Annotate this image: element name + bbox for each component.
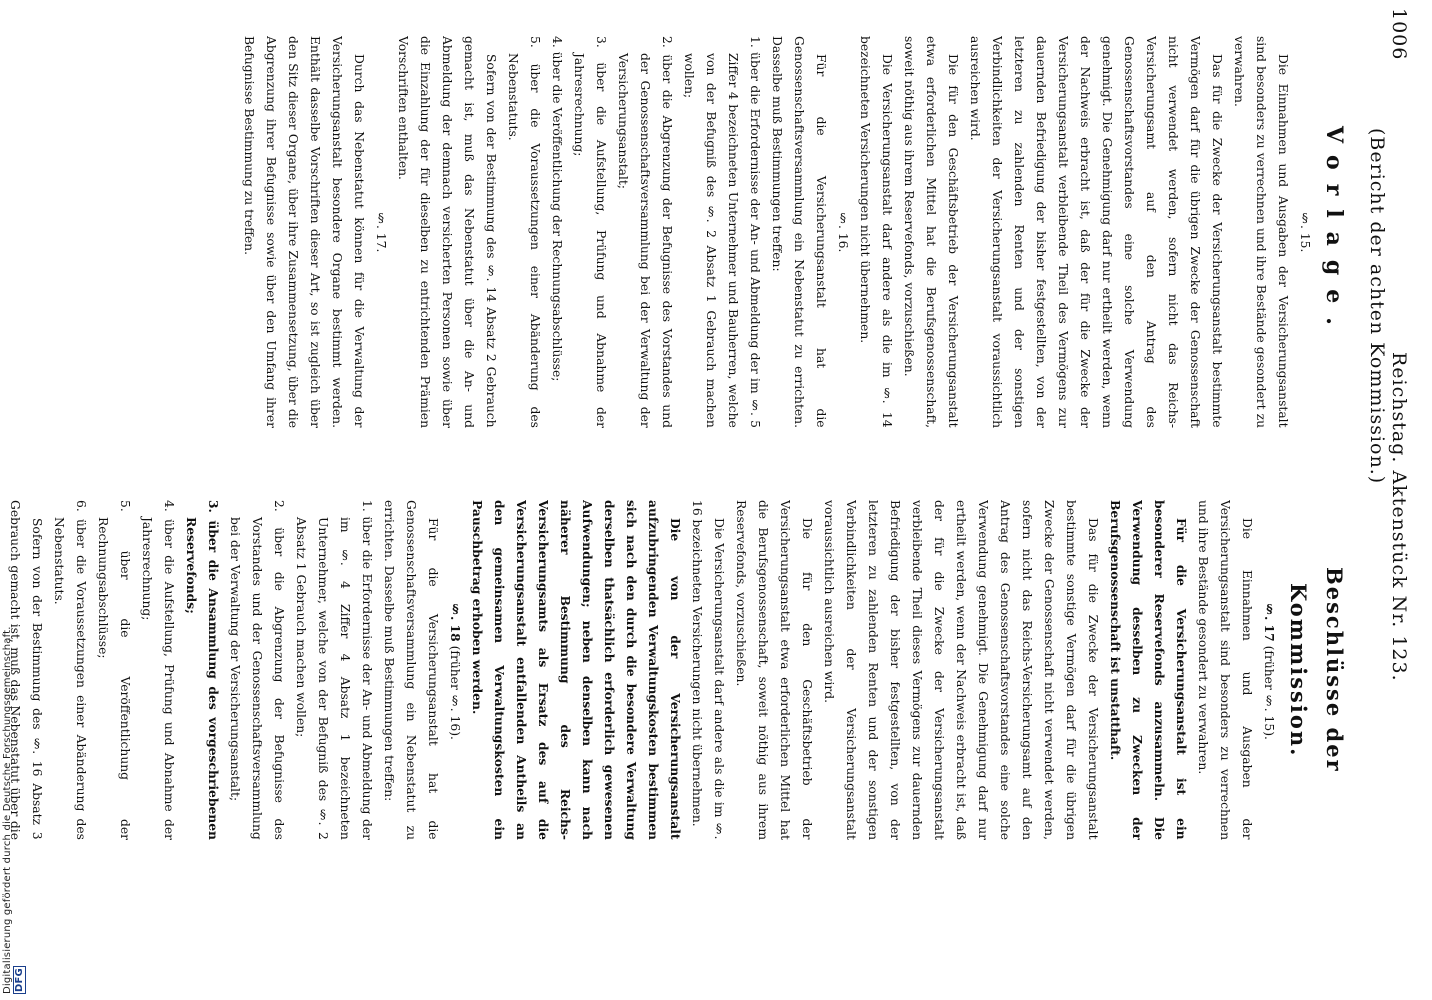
list-item: 1. über die Erfordernisse der An- und Abmeldung der im §. 4 Ziffer 4 Absatz 1 bezeichneten Unternehmer, welche von der Befugniß des §. 2 Absatz 1 Gebrauch machen wollen; [294,500,374,840]
page-header [1366,8,1410,968]
digitization-credit [2,602,26,994]
dfg-logo: DFG [14,968,25,992]
section-number: §. 18 [448,600,463,642]
section-heading-15: §. 15. [1298,211,1312,253]
list-item: 2. über die Abgrenzung der Befugnisse des Vorstandes und der Genossenschaftsversammlung bei der Verwaltung der Versicherungsanstalt; [228,500,286,840]
list-item: 4. über die Aufstellung, Prüfung und Abnahme der Jahresrechnung; [140,500,176,840]
list-item: 5. über die Voraussetzungen einer Abänderung des Nebenstatuts. [506,36,542,428]
section-note: (früher §. 15). [1262,641,1276,740]
paragraph: Die für den Geschäftsbetrieb der Versicherungsanstalt etwa erforderlichen Mittel hat die Berufsgenossenschaft, soweit nöthig aus ihrem Reservefonds, vorzuschießen. [902,36,960,428]
paragraph: Die Versicherungsanstalt darf andere als die im §. 14 bezeichneten Versicherungen nicht übernehmen. [858,36,894,428]
paragraph: Sofern von der Bestimmung des §. 16 Absatz 3 Gebrauch gemacht ist, muß das Nebenstatut über die [8,500,44,840]
section-heading-17-new [1258,500,1280,840]
section-heading-16: §. 16. [836,211,850,253]
paragraph: Das für die Zwecke der Versicherungsanstalt bestimmte sonstige Vermögen darf für die übrigen Zwecke der Genossenschaft nicht verwendet werden, sofern nicht das Reichs-Versicherungsamt auf den Antrag des Genossenschaftsvorstandes eine solche Verwendung genehmigt. Die Genehmigung darf nur ertheilt werden, wenn der Nachweis erbracht ist, daß der für die Zwecke der Versicherungsanstalt verbleibende Theil dieses Vermögens zur dauernden Befriedigung der bisher festgestellten, von der letzteren zu zahlenden Renten und der sonstigen Verbindlichkeiten der Versicherungsanstalt voraussichtlich ausreichen wird. [822,500,1100,840]
paragraph: Die Einnahmen und Ausgaben der Versicherungsanstalt sind besonders zu verrechnen und ihre Bestände gesondert zu verwahren. [1232,36,1290,428]
list-item: 5. über die Veröffentlichung der Rechnungsabschlüsse; [96,500,132,840]
section-heading-17: §. 17. [374,211,388,253]
right-column-header: (Bericht der achten Kommission.) [1366,128,1388,485]
paragraph: Sofern von der Bestimmung des §. 14 Absatz 2 Gebrauch gemacht ist, muß das Nebenstatut über die An- und Abmeldung der demnach versicherten Personen sowie über die Einzahlung der für dieselben zu entrichtenden Prämien Vorschriften enthalten. [396,36,498,428]
list-item: 1. über die Erfordernisse der An- und Abmeldung der im §. 5 Ziffer 4 bezeichneten Unternehmer und Bauherren, welche von der Befugniß des §. 2 Absatz 1 Gebrauch machen wollen; [682,36,762,428]
credit-text: Digitalisierung gefördert durch die Deutsche Forschungsgemeinschaft. [2,626,13,994]
list-item: 3. über die Aufstellung, Prüfung und Abnahme der Jahresrechnung; [572,36,608,428]
column-title-vorlage: Vorlage. [1321,125,1347,339]
paragraph: Für die Versicherungsanstalt hat die Genossenschaftsversammlung ein Nebenstatut zu errichten. Dasselbe muß Bestimmungen treffen: [770,36,828,428]
left-column-vorlage [238,36,1352,428]
right-column-beschluesse [0,500,1352,840]
paragraph: Durch das Nebenstatut können für die Verwaltung der Versicherungsanstalt besondere Organe bestimmt werden. Enthält dasselbe Vorschriften dieser Art, so ist zugleich über den Sitz dieser Organe, über ihre Zusammensetzung, über die Abgrenzung ihrer Befugnisse sowie über den Umfang ihrer Befugnisse Bestimmung zu treffen. [242,36,366,428]
list-item: 6. über die Voraussetzungen einer Abänderung des Nebenstatuts. [52,500,88,840]
paragraph: Für die Versicherungsanstalt hat die Genossenschaftsversammlung ein Nebenstatut zu errichten. Dasselbe muß Bestimmungen treffen: [382,500,440,840]
section-note: (früher §. 16). [448,641,462,740]
paragraph: Die für den Geschäftsbetrieb der Versicherungsanstalt etwa erforderlichen Mittel hat die Berufsgenossenschaft, soweit nöthig aus ihrem Reservefonds, vorzuschießen. [734,500,814,840]
running-title: Reichstag. Aktenstück Nr. 123. [1388,352,1410,683]
section-heading-18-new [444,500,466,840]
amended-paragraph: Für die Versicherungsanstalt ist ein besonderer Reservefonds anzusammeln. Die Verwendung desselben zu Zwecken der Berufsgenossenschaft ist unstatthaft. [1108,500,1189,840]
page-number: 1006 [1388,8,1410,61]
list-item-amended: 3. über die Ansammlung des vorgeschriebenen Reservefonds; [184,500,221,840]
paragraph: Das für die Zwecke der Versicherungsanstalt bestimmte Vermögen darf für die übrigen Zwecke der Genossenschaft nicht verwendet werden, sofern nicht das Reichs-Versicherungsamt auf den Antrag des Genossenschaftsvorstandes eine solche Verwendung genehmigt. Die Genehmigung darf nur ertheilt werden, wenn der Nachweis erbracht ist, daß der für die Zwecke der Versicherungsanstalt verbleibende Theil des Vermögens zur dauernden Befriedigung der bisher festgestellten, von der letzteren zu zahlenden Renten und der sonstigen Verbindlichkeiten der Versicherungsanstalt voraussichtlich ausreichen wird. [968,36,1224,428]
list-item: 4. über die Veröffentlichung der Rechnungsabschlüsse; [550,36,564,382]
paragraph: Die Versicherungsanstalt darf andere als die im §. 16 bezeichneten Versicherungen nicht übernehmen. [690,500,726,840]
paragraph: Die Einnahmen und Ausgaben der Versicherungsanstalt sind besonders zu verrechnen und ihre Bestände gesondert zu verwahren. [1196,500,1254,840]
section-number: §. 17 [1262,600,1277,642]
list-item: 2. über die Abgrenzung der Befugnisse des Vorstandes und der Genossenschaftsversammlung bei der Verwaltung der Versicherungsanstalt; [616,36,674,428]
amended-paragraph: Die von der Versicherungsanstalt aufzubringenden Verwaltungskosten bestimmen sich nach den durch die besondere Verwaltung derselben thatsächlich erforderlich gewesenen Aufwendungen; neben denselben kann nach näherer Bestimmung des Reichs-Versicherungsamts als Ersatz des auf die Versicherungsanstalt entfallenden Antheils an den gemeinsamen Verwaltungskosten ein Pauschbetrag erhoben werden. [470,500,683,840]
column-title-beschluesse: Beschlüsse der Kommission. [1286,567,1347,773]
